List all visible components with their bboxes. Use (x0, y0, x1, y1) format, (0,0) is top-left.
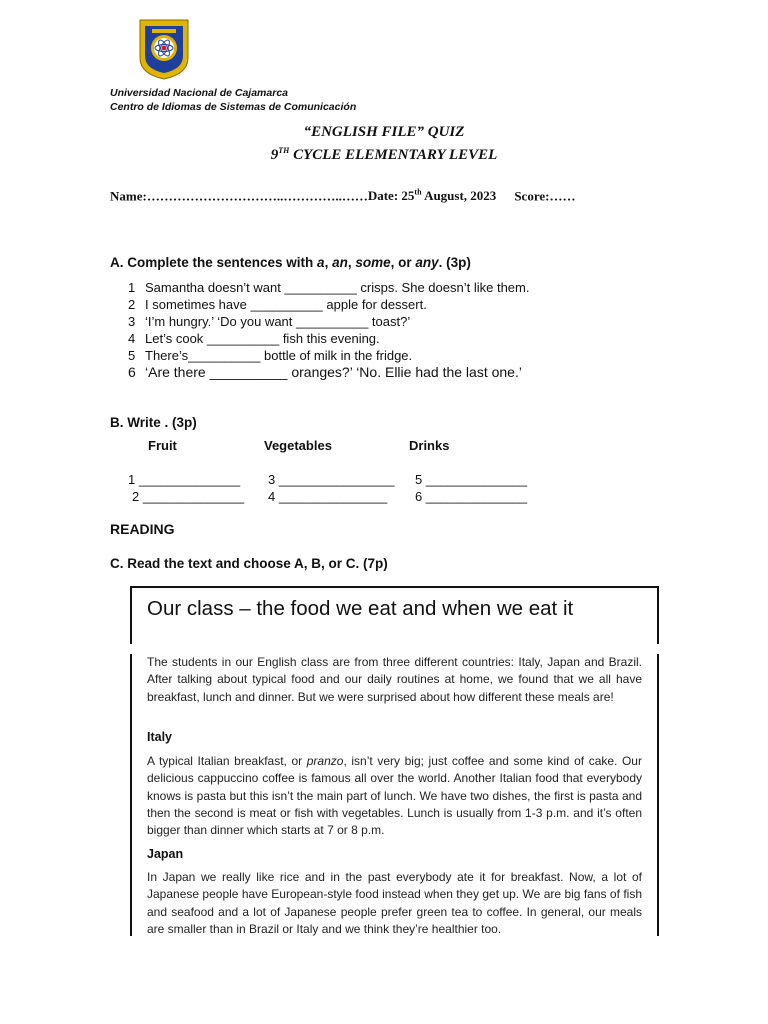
question-3[interactable]: 3 ‘I’m hungry.’ ‘Do you want __________ toast?’ (128, 314, 411, 329)
student-info-line (110, 188, 575, 204)
institution-name: Universidad Nacional de Cajamarca (110, 87, 288, 99)
blank-1[interactable]: 1 ______________ (128, 472, 241, 487)
department-name: Centro de Idiomas de Sistemas de Comunicación (110, 101, 357, 113)
column-fruit: Fruit (148, 438, 177, 453)
blank-2[interactable]: 2 ______________ (132, 489, 245, 504)
blank-5[interactable]: 5 ______________ (415, 472, 528, 487)
blank-6[interactable]: 6 ______________ (415, 489, 528, 504)
question-4[interactable]: 4 Let’s cook __________ fish this evening. (128, 331, 380, 346)
intro-paragraph: The students in our English class are from three different countries: Italy, Japan and Brazil. After talking about typical food and our daily routines at home, we found that we all have breakfast, lunch and dinner. But we were surprised about how different these meals are! (147, 655, 642, 704)
blank-4[interactable]: 4 _______________ (268, 489, 388, 504)
section-a-title: A. Complete the sentences with a, an, some, or any. (3p) (110, 255, 471, 270)
section-c-title: C. Read the text and choose A, B, or C. (7p) (110, 556, 388, 571)
question-2[interactable]: 2 I sometimes have __________ apple for dessert. (128, 297, 427, 312)
italy-heading: Italy (147, 730, 173, 744)
name-field[interactable]: Name:…………………………..…………..…… (110, 188, 368, 204)
reading-heading: READING (110, 521, 175, 537)
italy-paragraph: A typical Italian breakfast, or pranzo, isn’t very big; just coffee and some kind of cake. Our delicious cappuccino coffee is famous all over the world. Another Italian food that everybody knows is pasta but this isn’t the main part of lunch. We have two dishes, the first is pasta and then the second is meat or fish with vegetables. Lunch is usually from 1-3 p.m. and it’s often bigger than dinner which starts at 7 or 8 p.m. (147, 754, 642, 838)
japan-heading: Japan (147, 847, 184, 861)
question-5[interactable]: 5 There’s__________ bottle of milk in the fridge. (128, 348, 413, 363)
reading-title: Our class – the food we eat and when we eat it (147, 597, 574, 620)
question-1[interactable]: 1 Samantha doesn’t want __________ crisps. She doesn’t like them. (128, 280, 530, 295)
quiz-level: 9TH CYCLE ELEMENTARY LEVEL (270, 146, 498, 163)
column-vegetables: Vegetables (264, 438, 332, 453)
score-field[interactable]: Score:…… (514, 188, 576, 204)
column-drinks: Drinks (409, 438, 450, 453)
date-label: Date: 25th August, 2023 (367, 188, 497, 204)
japan-paragraph: In Japan we really like rice and in the past everybody ate it for breakfast. Now, a lot of Japanese people have European-style food instead when they get up. We are big fans of fish and seafood and a lot of Japanese people prefer green tea to coffee. In general, our meals are smaller than in Brazil or Italy and we think they’re healthier too. (147, 870, 642, 936)
reading-title-box (130, 586, 659, 644)
blank-3[interactable]: 3 ________________ (268, 472, 395, 487)
reading-text-box (130, 654, 659, 936)
quiz-title: “ENGLISH FILE” QUIZ (303, 124, 465, 140)
university-seal-icon (138, 18, 190, 80)
question-6[interactable]: 6 ‘Are there __________ oranges?’ ‘No. Ellie had the last one.’ (128, 364, 522, 380)
section-b-title: B. Write . (3p) (110, 415, 197, 430)
